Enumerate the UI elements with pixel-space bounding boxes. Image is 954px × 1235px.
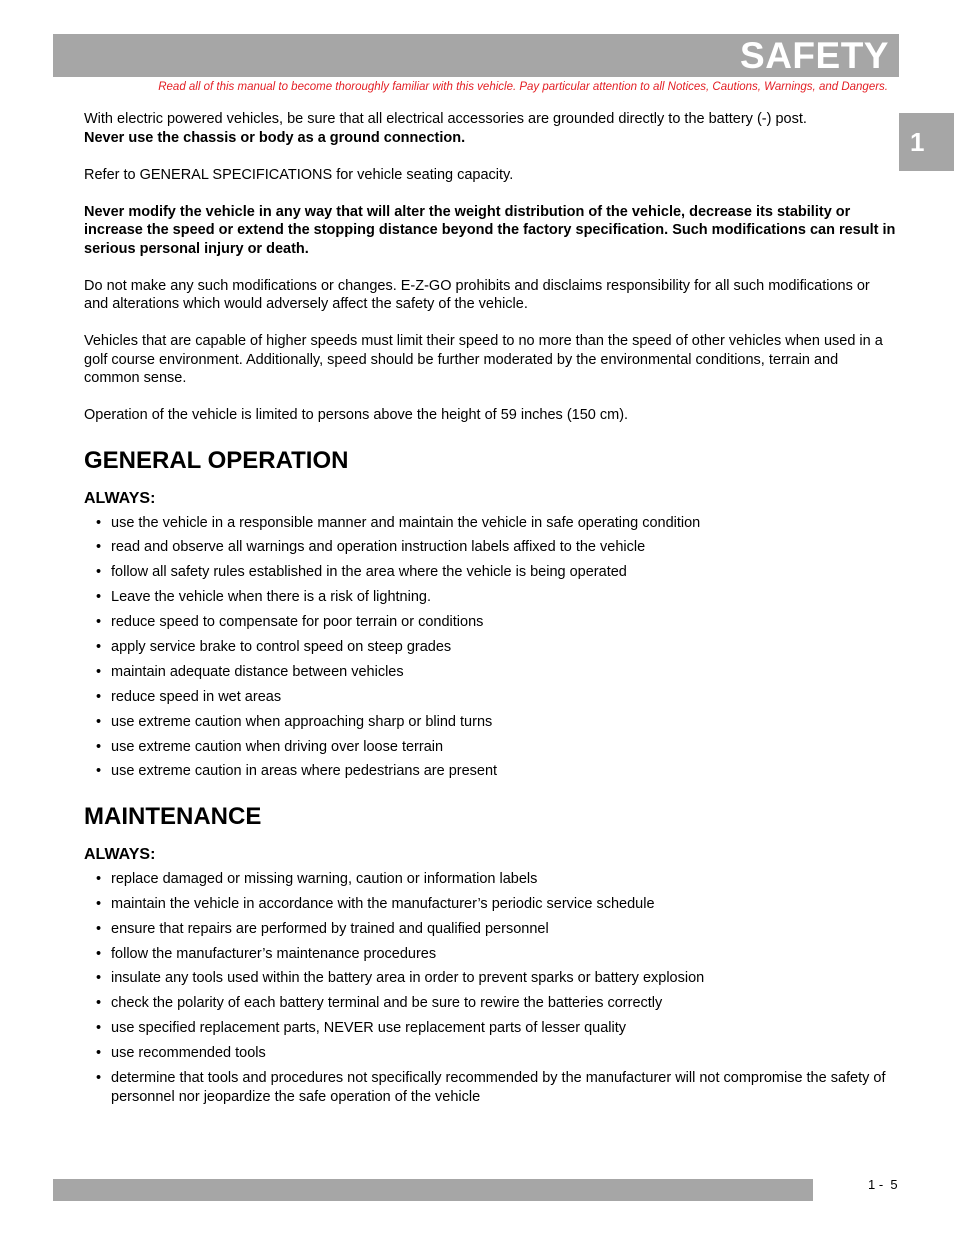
list-item: • replace damaged or missing warning, caution or information labels: [84, 870, 896, 889]
list-item: • maintain the vehicle in accordance with the manufacturer’s periodic service schedule: [84, 895, 896, 914]
list-item: • reduce speed to compensate for poor terrain or conditions: [84, 613, 896, 632]
header-bar: [53, 34, 899, 77]
list-item: • Leave the vehicle when there is a risk of lightning.: [84, 588, 896, 607]
modification-warning: Never modify the vehicle in any way that will alter the weight distribution of the vehicle, decrease its stability or increase the speed or extend the stopping distance beyond the factory specification. Such modifications can result in serious personal injury or death.: [84, 203, 896, 257]
general-operation-heading: GENERAL OPERATION: [84, 446, 349, 474]
list-item: • follow the manufacturer’s maintenance procedures: [84, 945, 896, 964]
maintenance-list: [84, 870, 896, 1106]
list-item: • use specified replacement parts, NEVER use replacement parts of lesser quality: [84, 1019, 896, 1038]
maintenance-always: ALWAYS:: [84, 845, 156, 863]
grounding-warning: Never use the chassis or body as a ground connection.: [84, 129, 466, 146]
general-operation-always: ALWAYS:: [84, 489, 156, 507]
list-item: • use extreme caution when approaching sharp or blind turns: [84, 713, 896, 732]
list-item: • determine that tools and procedures not specifically recommended by the manufacturer will not compromise the safety of personnel nor jeopardize the safe operation of the vehicle: [84, 1069, 896, 1106]
list-item: • follow all safety rules established in the area where the vehicle is being operated: [84, 563, 896, 582]
maintenance-heading: MAINTENANCE: [84, 802, 262, 830]
list-item: • reduce speed in wet areas: [84, 688, 896, 707]
list-item: • read and observe all warnings and operation instruction labels affixed to the vehicle: [84, 538, 896, 557]
list-item: • use recommended tools: [84, 1044, 896, 1063]
list-item: • check the polarity of each battery terminal and be sure to rewire the batteries correctly: [84, 994, 896, 1013]
chapter-tab: 1: [899, 113, 954, 171]
list-item: • use extreme caution when driving over loose terrain: [84, 738, 896, 757]
height-paragraph: Operation of the vehicle is limited to persons above the height of 59 inches (150 cm).: [84, 407, 629, 423]
list-item: • ensure that repairs are performed by trained and qualified personnel: [84, 920, 896, 939]
list-item: • insulate any tools used within the battery area in order to prevent sparks or battery explosion: [84, 969, 896, 988]
list-item: • use the vehicle in a responsible manner and maintain the vehicle in safe operating condition: [84, 514, 896, 533]
list-item: • maintain adequate distance between vehicles: [84, 663, 896, 682]
page-content: [84, 110, 896, 1112]
seating-paragraph: Refer to GENERAL SPECIFICATIONS for vehicle seating capacity.: [84, 166, 514, 183]
modification-paragraph: Do not make any such modifications or changes. E-Z-GO prohibits and disclaims responsibility for all such modifications or and alterations which would adversely affect the safety of the vehicle.: [84, 277, 870, 312]
speed-paragraph: Vehicles that are capable of higher speeds must limit their speed to no more than the speed of other vehicles when used in a golf course environment. Additionally, speed should be further moderated by the environmental conditions, terrain and common sense.: [84, 333, 883, 386]
list-item: • apply service brake to control speed on steep grades: [84, 638, 896, 657]
grounding-text: With electric powered vehicles, be sure that all electrical accessories are grounded directly to the battery (-) post.: [84, 111, 807, 127]
read-manual-notice: Read all of this manual to become thoroughly familiar with this vehicle. Pay particular attention to all Notices, Cautions, Warnings, and Dangers.: [158, 81, 888, 93]
page-title: SAFETY: [740, 35, 889, 76]
page-number: 1 - 5: [868, 1177, 898, 1192]
list-item: • use extreme caution in areas where pedestrians are present: [84, 762, 896, 781]
grounding-paragraph: [84, 110, 896, 147]
general-operation-list: [84, 514, 896, 781]
footer-bar: [53, 1179, 813, 1201]
